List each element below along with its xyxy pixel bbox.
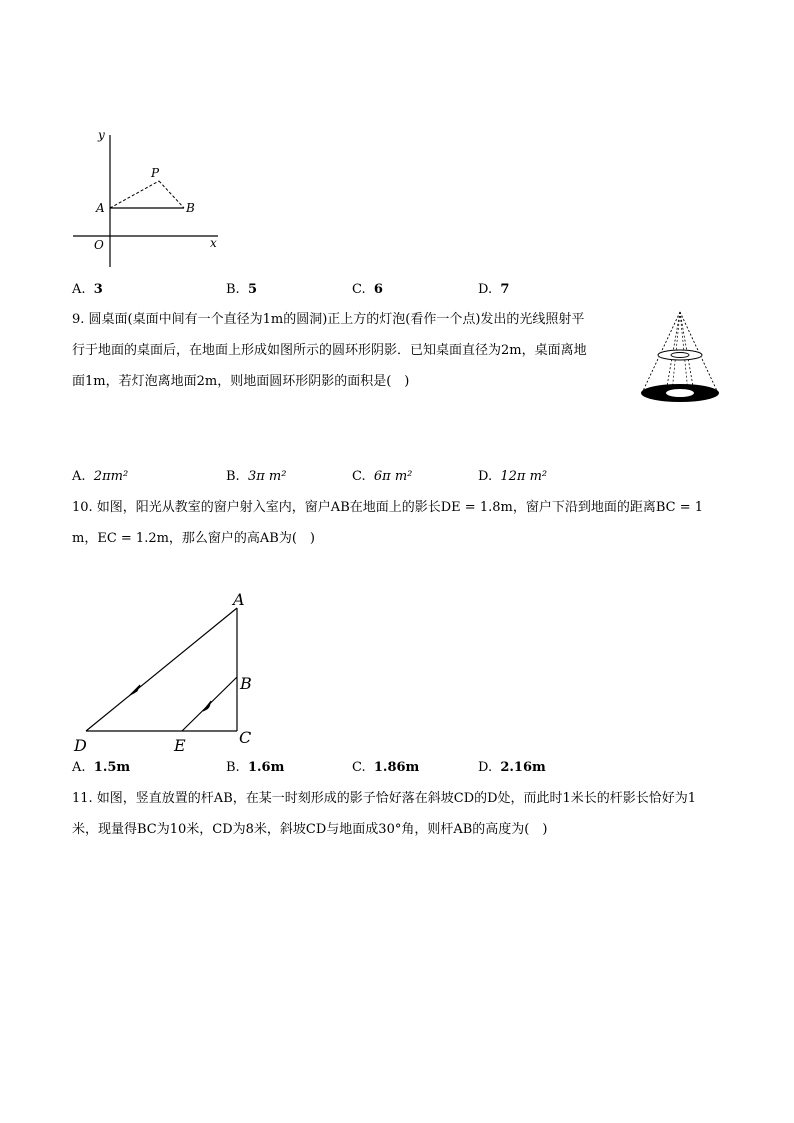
arrow-ad bbox=[130, 685, 140, 695]
q8-option-a[interactable]: A. 3 bbox=[72, 282, 103, 297]
point-p-label: P bbox=[151, 166, 160, 180]
coordinate-figure bbox=[68, 125, 228, 275]
q9-line-3: 面1m，若灯泡离地面2m，则地面圆环形阴影的面积是( ) bbox=[72, 374, 410, 389]
origin-label: O bbox=[94, 238, 104, 252]
q11-line-2: 米，现量得BC为10米，CD为8米，斜坡CD与地面成30°角，则杆AB的高度为( ) bbox=[72, 822, 548, 837]
ray-ad bbox=[86, 608, 237, 731]
point-b-label: B bbox=[186, 201, 195, 215]
q10-option-c[interactable]: C. 1.86m bbox=[352, 760, 420, 775]
q10-option-a[interactable]: A. 1.5m bbox=[72, 760, 131, 775]
label-d: D bbox=[74, 736, 87, 755]
label-a: A bbox=[233, 590, 245, 609]
lamp-shadow-figure bbox=[638, 310, 722, 406]
q9-option-b[interactable]: B. 3π m² bbox=[226, 469, 287, 484]
q11-line-1: 11. 如图，竖直放置的杆AB，在某一时刻形成的影子恰好落在斜坡CD的D处，而此时1米长的杆影长恰好为1 bbox=[72, 791, 697, 806]
q10-line-2: m，EC = 1.2m，那么窗户的高AB为( ) bbox=[72, 531, 316, 546]
q10-option-d[interactable]: D. 2.16m bbox=[478, 760, 546, 775]
q8-option-b[interactable]: B. 5 bbox=[226, 282, 257, 297]
segment-ap bbox=[110, 181, 159, 208]
table-top bbox=[658, 350, 702, 360]
q8-option-d[interactable]: D. 7 bbox=[478, 282, 510, 297]
q9-line-1: 9. 圆桌面(桌面中间有一个直径为1m的圆洞)正上方的灯泡(看作一个点)发出的光线照射平 bbox=[72, 312, 585, 327]
label-c: C bbox=[239, 728, 252, 747]
y-label: y bbox=[98, 128, 105, 142]
q9-line-2: 行于地面的桌面后，在地面上形成如图所示的圆环形阴影．已知桌面直径为2m，桌面离地 bbox=[72, 343, 587, 358]
q9-option-d[interactable]: D. 12π m² bbox=[478, 469, 548, 484]
segment-pb bbox=[159, 181, 184, 208]
label-b: B bbox=[240, 674, 252, 693]
label-e: E bbox=[174, 736, 186, 755]
q8-option-c[interactable]: C. 6 bbox=[352, 282, 383, 297]
arrow-be bbox=[203, 701, 211, 711]
window-light-figure bbox=[70, 585, 270, 755]
q9-option-c[interactable]: C. 6π m² bbox=[352, 469, 413, 484]
q10-option-b[interactable]: B. 1.6m bbox=[226, 760, 285, 775]
q9-option-a[interactable]: A. 2πm² bbox=[72, 469, 129, 484]
point-a-label: A bbox=[96, 201, 105, 215]
q10-line-1: 10. 如图，阳光从教室的窗户射入室内，窗户AB在地面上的影长DE = 1.8m，窗户下沿到地面的距离BC = 1 bbox=[72, 500, 703, 515]
shadow-hole bbox=[666, 389, 694, 397]
x-label: x bbox=[210, 236, 217, 250]
